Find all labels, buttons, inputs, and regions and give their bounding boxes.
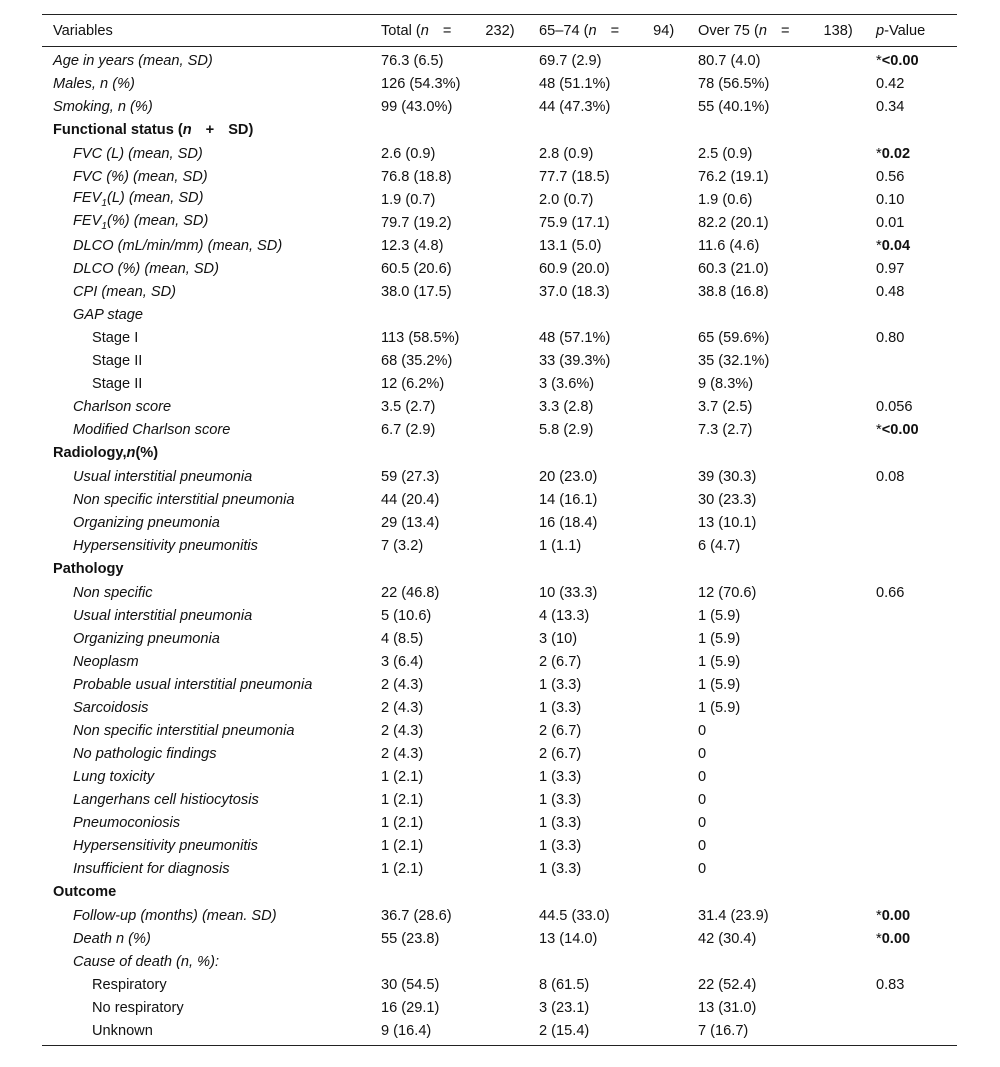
table-row: $FEV_1(L)$ (mean, SD) 1.9 (0.7) 2.0 (0.7) 1.9 (0.6) 0.10 <box>73 190 905 209</box>
table-row: Non specific interstitial pneumonia 2 (4.3) 2 (6.7) 0 <box>73 722 707 739</box>
table-row: Smoking, n (%) 99 (43.0%) 44 (47.3%) 55 (40.1%) 0.34 <box>53 98 905 115</box>
header-pvalue: p-Value <box>865 15 957 47</box>
table-row: Modified Charlson score 6.7 (2.9) 5.8 (2.9) 7.3 (2.7) *<0.00 <box>73 421 919 438</box>
table-row: Sarcoidosis 2 (4.3) 1 (3.3) 1 (5.9) <box>73 699 741 716</box>
table-row: No respiratory 16 (29.1) 3 (23.1) 13 (31.0) <box>92 999 757 1016</box>
table-row: Insufficient for diagnosis 1 (2.1) 1 (3.3) 0 <box>73 860 707 877</box>
header-over-75: Over 75 (n = 138) <box>687 15 865 47</box>
table-row: Age in years (mean, SD) 76.3 (6.5) 69.7 (2.9) 80.7 (4.0) *<0.00 <box>53 52 919 69</box>
table-row: Males, n (%) 126 (54.3%) 48 (51.1%) 78 (56.5%) 0.42 <box>53 75 905 92</box>
section-functional-status: Functional status (n + SD) <box>53 122 254 138</box>
patient-characteristics-table <box>42 14 957 1046</box>
table-row: Death n (%) 55 (23.8) 13 (14.0) 42 (30.4) *0.00 <box>73 930 911 947</box>
table-row: Hypersensitivity pneumonitis 1 (2.1) 1 (3.3) 0 <box>73 837 707 854</box>
table-row: Neoplasm 3 (6.4) 2 (6.7) 1 (5.9) <box>73 653 741 670</box>
table-row: Usual interstitial pneumonia 5 (10.6) 4 (13.3) 1 (5.9) <box>73 607 741 624</box>
table-row: GAP stage <box>73 306 144 323</box>
table-row: Langerhans cell histiocytosis 1 (2.1) 1 (3.3) 0 <box>73 791 707 808</box>
table-row: Respiratory 30 (54.5) 8 (61.5) 22 (52.4) 0.83 <box>92 976 905 993</box>
header-row <box>42 15 957 47</box>
table-row: FVC (L) (mean, SD) 2.6 (0.9) 2.8 (0.9) 2.5 (0.9) *0.02 <box>73 145 911 162</box>
section-pathology: Pathology <box>53 561 124 577</box>
table-row: Cause of death (n, %): <box>73 953 220 970</box>
table-row: Hypersensitivity pneumonitis 7 (3.2) 1 (1.1) 6 (4.7) <box>73 537 741 554</box>
table-row: Lung toxicity 1 (2.1) 1 (3.3) 0 <box>73 768 707 785</box>
table-row: Stage II 68 (35.2%) 33 (39.3%) 35 (32.1%) <box>92 352 770 369</box>
table-row: Usual interstitial pneumonia 59 (27.3) 20 (23.0) 39 (30.3) 0.08 <box>73 468 905 485</box>
header-variables: Variables <box>42 15 370 47</box>
table-row: FVC (%) (mean, SD) 76.8 (18.8) 77.7 (18.5) 76.2 (19.1) 0.56 <box>73 168 905 185</box>
section-outcome: Outcome <box>53 884 117 900</box>
section-radiology: Radiology,n(%) <box>53 445 159 461</box>
table-row: Stage II 12 (6.2%) 3 (3.6%) 9 (8.3%) <box>92 375 754 392</box>
table-row: Organizing pneumonia 29 (13.4) 16 (18.4) 13 (10.1) <box>73 514 757 531</box>
table-row: No pathologic findings 2 (4.3) 2 (6.7) 0 <box>73 745 707 762</box>
table-row: Stage I 113 (58.5%) 48 (57.1%) 65 (59.6%) 0.80 <box>92 329 905 346</box>
table-row: Non specific 22 (46.8) 10 (33.3) 12 (70.6) 0.66 <box>73 584 905 601</box>
table-row: Follow-up (months) (mean. SD) 36.7 (28.6) 44.5 (33.0) 31.4 (23.9) *0.00 <box>73 907 911 924</box>
table-row: Unknown 9 (16.4) 2 (15.4) 7 (16.7) <box>42 1019 957 1046</box>
table-row: Organizing pneumonia 4 (8.5) 3 (10) 1 (5.9) <box>73 630 741 647</box>
table-row: Non specific interstitial pneumonia 44 (20.4) 14 (16.1) 30 (23.3) <box>73 491 757 508</box>
table-row: DLCO (%) (mean, SD) 60.5 (20.6) 60.9 (20.0) 60.3 (21.0) 0.97 <box>73 260 905 277</box>
header-65-74: 65–74 (n = 94) <box>528 15 687 47</box>
table-row: Pneumoconiosis 1 (2.1) 1 (3.3) 0 <box>73 814 707 831</box>
header-total: Total (n = 232) <box>370 15 528 47</box>
table-row: $FEV_1(\%)$ (mean, SD) 79.7 (19.2) 75.9 (17.1) 82.2 (20.1) 0.01 <box>73 213 905 232</box>
table-row: CPI (mean, SD) 38.0 (17.5) 37.0 (18.3) 38.8 (16.8) 0.48 <box>73 283 905 300</box>
table-row: DLCO (mL/min/mm) (mean, SD) 12.3 (4.8) 13.1 (5.0) 11.6 (4.6) *0.04 <box>73 237 911 254</box>
table-row: Charlson score 3.5 (2.7) 3.3 (2.8) 3.7 (2.5) 0.056 <box>73 398 913 415</box>
table-row: Probable usual interstitial pneumonia 2 (4.3) 1 (3.3) 1 (5.9) <box>73 676 741 693</box>
